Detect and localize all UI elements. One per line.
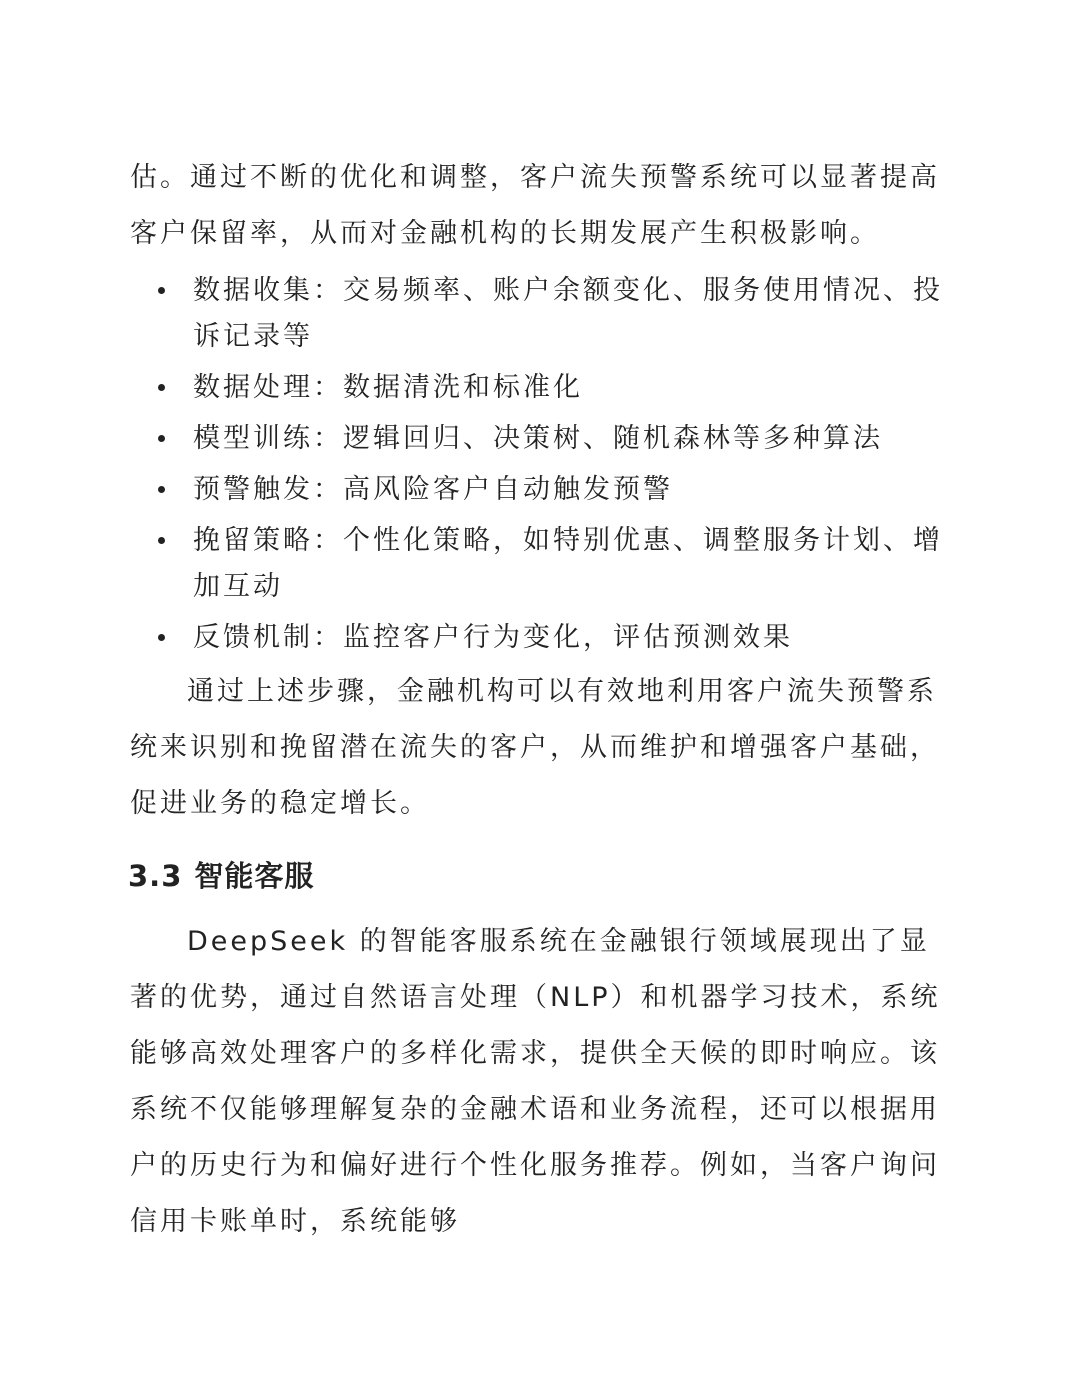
intro-paragraph: 估。通过不断的优化和调整，客户流失预警系统可以显著提高客户保留率，从而对金融机构的长期发展产生积极影响。	[130, 162, 940, 249]
list-item-text: 反馈机制：监控客户行为变化，评估预测效果	[193, 622, 793, 653]
body-paragraph: DeepSeek 的智能客服系统在金融银行领域展现出了显著的优势，通过自然语言处理（NLP）和机器学习技术，系统能够高效处理客户的多样化需求，提供全天候的即时响应。该系统不仅能够理解复杂的金融术语和业务流程，还可以根据用户的历史行为和偏好进行个性化服务推荐。例如，当客户询问信用卡账单时，系统能够	[130, 926, 941, 1237]
list-item-text: 数据收集：交易频率、账户余额变化、服务使用情况、投诉记录等	[193, 275, 943, 352]
list-item-text: 数据处理：数据清洗和标准化	[193, 372, 583, 403]
list-item	[0, 268, 1080, 360]
bullet-dot-icon	[158, 634, 165, 641]
section-number: 3.3	[128, 859, 183, 893]
section-title: 智能客服	[194, 859, 315, 893]
list-item-text: 模型训练：逻辑回归、决策树、随机森林等多种算法	[193, 423, 883, 454]
section-heading	[128, 854, 314, 898]
list-item	[0, 365, 1080, 411]
bullet-dot-icon	[158, 537, 165, 544]
bullet-dot-icon	[158, 435, 165, 442]
list-item	[0, 416, 1080, 462]
bullet-dot-icon	[158, 384, 165, 391]
bullet-list	[0, 268, 1080, 666]
summary-paragraph: 通过上述步骤，金融机构可以有效地利用客户流失预警系统来识别和挽留潜在流失的客户，从而维护和增强客户基础，促进业务的稳定增长。	[130, 676, 940, 819]
list-item	[0, 518, 1080, 610]
list-item	[0, 467, 1080, 513]
list-item-text: 挽留策略：个性化策略，如特别优惠、调整服务计划、增加互动	[193, 525, 943, 602]
list-item-text: 预警触发：高风险客户自动触发预警	[193, 474, 673, 505]
bullet-dot-icon	[158, 287, 165, 294]
list-item	[0, 615, 1080, 661]
bullet-dot-icon	[158, 486, 165, 493]
